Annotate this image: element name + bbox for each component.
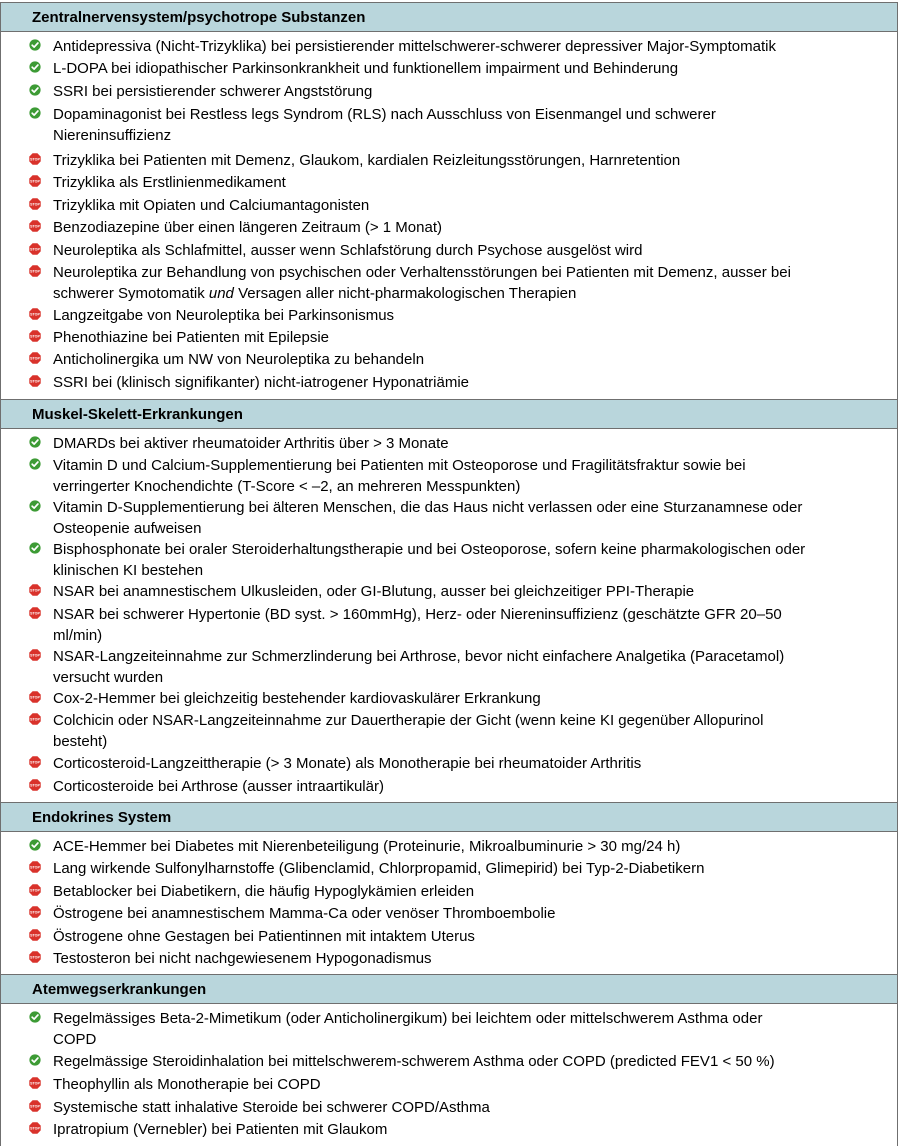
- svg-text:STOP: STOP: [30, 653, 40, 658]
- section-header: Muskel-Skelett-Erkrankungen: [0, 399, 898, 429]
- list-item-text: Neuroleptika als Schlafmittel, ausser wenn Schlafstörung durch Psychose ausgelöst wird: [53, 242, 643, 259]
- stop-sign-icon: [29, 756, 41, 768]
- svg-text:STOP: STOP: [30, 955, 40, 960]
- stop-sign-icon: [29, 220, 41, 232]
- svg-text:STOP: STOP: [30, 933, 40, 938]
- list-item-text: DMARDs bei aktiver rheumatoider Arthritis über > 3 Monate: [53, 435, 449, 452]
- svg-text:STOP: STOP: [30, 611, 40, 616]
- list-item-text: Östrogene bei anamnestischem Mamma-Ca oder venöser Thromboembolie: [53, 905, 556, 922]
- list-item-text: Trizyklika als Erstlinienmedikament: [53, 174, 286, 191]
- list-item-text: Trizyklika mit Opiaten und Calciumantagonisten: [53, 197, 370, 214]
- list-item-text: Lang wirkende Sulfonylharnstoffe (Glibenclamid, Chlorpropamid, Glimepirid) bei Typ-2-Diabetikern: [53, 860, 705, 877]
- list-item-text: Ipratropium (Vernebler) bei Patienten mit Glaukom: [53, 1121, 388, 1138]
- stop-sign-icon: [29, 375, 41, 387]
- check-circle-icon: [29, 84, 41, 96]
- list-item-text: Dopaminagonist bei Restless legs Syndrom (RLS) nach Ausschluss von Eisenmangel und schwerer Niereninsuffizienz: [53, 106, 716, 144]
- check-circle-icon: [29, 839, 41, 851]
- list-item-text: ACE-Hemmer bei Diabetes mit Nierenbeteiligung (Proteinurie, Mikroalbuminurie > 30 mg/24 h): [53, 838, 681, 855]
- list-item-text: NSAR-Langzeiteinnahme zur Schmerzlinderung bei Arthrose, bevor nicht einfachere Analgetika (Paracetamol) versucht wurden: [53, 648, 785, 686]
- svg-text:STOP: STOP: [30, 588, 40, 593]
- check-circle-icon: [29, 107, 41, 119]
- check-circle-icon: [29, 542, 41, 554]
- list-item-text: Systemische statt inhalative Steroide bei schwerer COPD/Asthma: [53, 1099, 490, 1116]
- list-item-text: NSAR bei anamnestischem Ulkusleiden, oder GI-Blutung, ausser bei gleichzeitiger PPI-Therapie: [53, 583, 695, 600]
- list-item-text: Benzodiazepine über einen längeren Zeitraum (> 1 Monat): [53, 219, 442, 236]
- stop-sign-icon: [29, 929, 41, 941]
- svg-text:STOP: STOP: [30, 888, 40, 893]
- list-item-text: Regelmässige Steroidinhalation bei mittelschwerem-schwerem Asthma oder COPD (predicted FEV1 < 50 %): [53, 1053, 775, 1070]
- list-item-text: Corticosteroide bei Arthrose (ausser intraartikulär): [53, 778, 384, 795]
- stop-sign-icon: [29, 175, 41, 187]
- svg-text:STOP: STOP: [30, 865, 40, 870]
- svg-text:STOP: STOP: [30, 783, 40, 788]
- svg-text:STOP: STOP: [30, 1104, 40, 1109]
- list-item-text: Anticholinergika um NW von Neuroleptika zu behandeln: [53, 351, 425, 368]
- list-item-text: NSAR bei schwerer Hypertonie (BD syst. > 160mmHg), Herz- oder Niereninsuffizienz (geschätzte GFR 20–50 ml/min): [53, 606, 782, 644]
- stop-sign-icon: [29, 691, 41, 703]
- list-item-text: Östrogene ohne Gestagen bei Patientinnen mit intaktem Uterus: [53, 928, 475, 945]
- svg-text:STOP: STOP: [30, 910, 40, 915]
- stop-sign-icon: [29, 584, 41, 596]
- check-circle-icon: [29, 458, 41, 470]
- list-item-text: Trizyklika bei Patienten mit Demenz, Glaukom, kardialen Reizleitungsstörungen, Harnretention: [53, 152, 681, 169]
- svg-text:STOP: STOP: [30, 157, 40, 162]
- check-circle-icon: [29, 1054, 41, 1066]
- list-item-text: Corticosteroid-Langzeittherapie (> 3 Monate) als Monotherapie bei rheumatoider Arthritis: [53, 755, 642, 772]
- stop-sign-icon: [29, 243, 41, 255]
- section-header: Atemwegserkrankungen: [0, 974, 898, 1004]
- stop-sign-icon: [29, 153, 41, 165]
- svg-text:STOP: STOP: [30, 356, 40, 361]
- check-circle-icon: [29, 436, 41, 448]
- svg-text:STOP: STOP: [30, 179, 40, 184]
- svg-text:STOP: STOP: [30, 247, 40, 252]
- list-item-text: Betablocker bei Diabetikern, die häufig Hypoglykämien erleiden: [53, 883, 475, 900]
- stop-sign-icon: [29, 265, 41, 277]
- list-item-text: Regelmässiges Beta-2-Mimetikum (oder Anticholinergikum) bei leichtem oder mittelschwerem Asthma oder COPD: [53, 1010, 763, 1048]
- stop-sign-icon: [29, 713, 41, 725]
- list-item-text: SSRI bei persistierender schwerer Angststörung: [53, 83, 373, 100]
- svg-text:STOP: STOP: [30, 695, 40, 700]
- list-item-text: L-DOPA bei idiopathischer Parkinsonkrankheit und funktionellem impairment und Behinderung: [53, 60, 679, 77]
- list-item-text: Langzeitgabe von Neuroleptika bei Parkinsonismus: [53, 307, 395, 324]
- svg-text:STOP: STOP: [30, 760, 40, 765]
- svg-text:STOP: STOP: [30, 1081, 40, 1086]
- list-item-text: Colchicin oder NSAR-Langzeiteinnahme zur Dauertherapie der Gicht (wenn keine KI gegenüber Allopurinol besteht): [53, 712, 764, 750]
- stop-sign-icon: [29, 951, 41, 963]
- section-header: Zentralnervensystem/psychotrope Substanzen: [0, 2, 898, 32]
- list-item-text: SSRI bei (klinisch signifikanter) nicht-iatrogener Hyponatriämie: [53, 374, 470, 391]
- list-item-text: Bisphosphonate bei oraler Steroiderhaltungstherapie und bei Osteoporose, sofern keine pharmakologischen oder klinischen KI bestehen: [53, 541, 806, 579]
- check-circle-icon: [29, 39, 41, 51]
- svg-text:STOP: STOP: [30, 717, 40, 722]
- stop-sign-icon: [29, 330, 41, 342]
- stop-sign-icon: [29, 352, 41, 364]
- check-circle-icon: [29, 61, 41, 73]
- check-circle-icon: [29, 500, 41, 512]
- stop-sign-icon: [29, 906, 41, 918]
- stop-sign-icon: [29, 1122, 41, 1134]
- stop-sign-icon: [29, 649, 41, 661]
- list-item-text: Antidepressiva (Nicht-Trizyklika) bei persistierender mittelschwerer-schwerer depressiver Major-Symptomatik: [53, 38, 776, 55]
- stop-sign-icon: [29, 1100, 41, 1112]
- list-item-text: Cox-2-Hemmer bei gleichzeitig bestehender kardiovaskulärer Erkrankung: [53, 690, 541, 707]
- list-item-text: Vitamin D-Supplementierung bei älteren Menschen, die das Haus nicht verlassen oder eine Sturzanamnese oder Osteopenie aufweisen: [53, 499, 803, 537]
- list-item-text: Vitamin D und Calcium-Supplementierung bei Patienten mit Osteoporose und Fragilitätsfraktur sowie bei verringerter Knochendichte (T-Score < –2, an mehreren Messpunkten): [53, 457, 746, 495]
- stop-sign-icon: [29, 861, 41, 873]
- stop-sign-icon: [29, 779, 41, 791]
- stop-sign-icon: [29, 1077, 41, 1089]
- svg-text:STOP: STOP: [30, 334, 40, 339]
- svg-text:STOP: STOP: [30, 269, 40, 274]
- list-item-text: Neuroleptika zur Behandlung von psychischen oder Verhaltensstörungen bei Patienten mit Demenz, ausser bei schwerer Symotomatik und Versagen aller nicht-pharmakologischen Therapien: [53, 264, 791, 302]
- list-item-text: Testosteron bei nicht nachgewiesenem Hypogonadismus: [53, 950, 432, 967]
- stop-sign-icon: [29, 607, 41, 619]
- stop-sign-icon: [29, 198, 41, 210]
- list-item-text: Phenothiazine bei Patienten mit Epilepsie: [53, 329, 330, 346]
- svg-text:STOP: STOP: [30, 202, 40, 207]
- section-header: Endokrines System: [0, 802, 898, 832]
- list-item-text: Theophyllin als Monotherapie bei COPD: [53, 1076, 321, 1093]
- stop-sign-icon: [29, 308, 41, 320]
- svg-text:STOP: STOP: [30, 1126, 40, 1131]
- svg-text:STOP: STOP: [30, 379, 40, 384]
- check-circle-icon: [29, 1011, 41, 1023]
- stop-sign-icon: [29, 884, 41, 896]
- svg-text:STOP: STOP: [30, 312, 40, 317]
- svg-text:STOP: STOP: [30, 224, 40, 229]
